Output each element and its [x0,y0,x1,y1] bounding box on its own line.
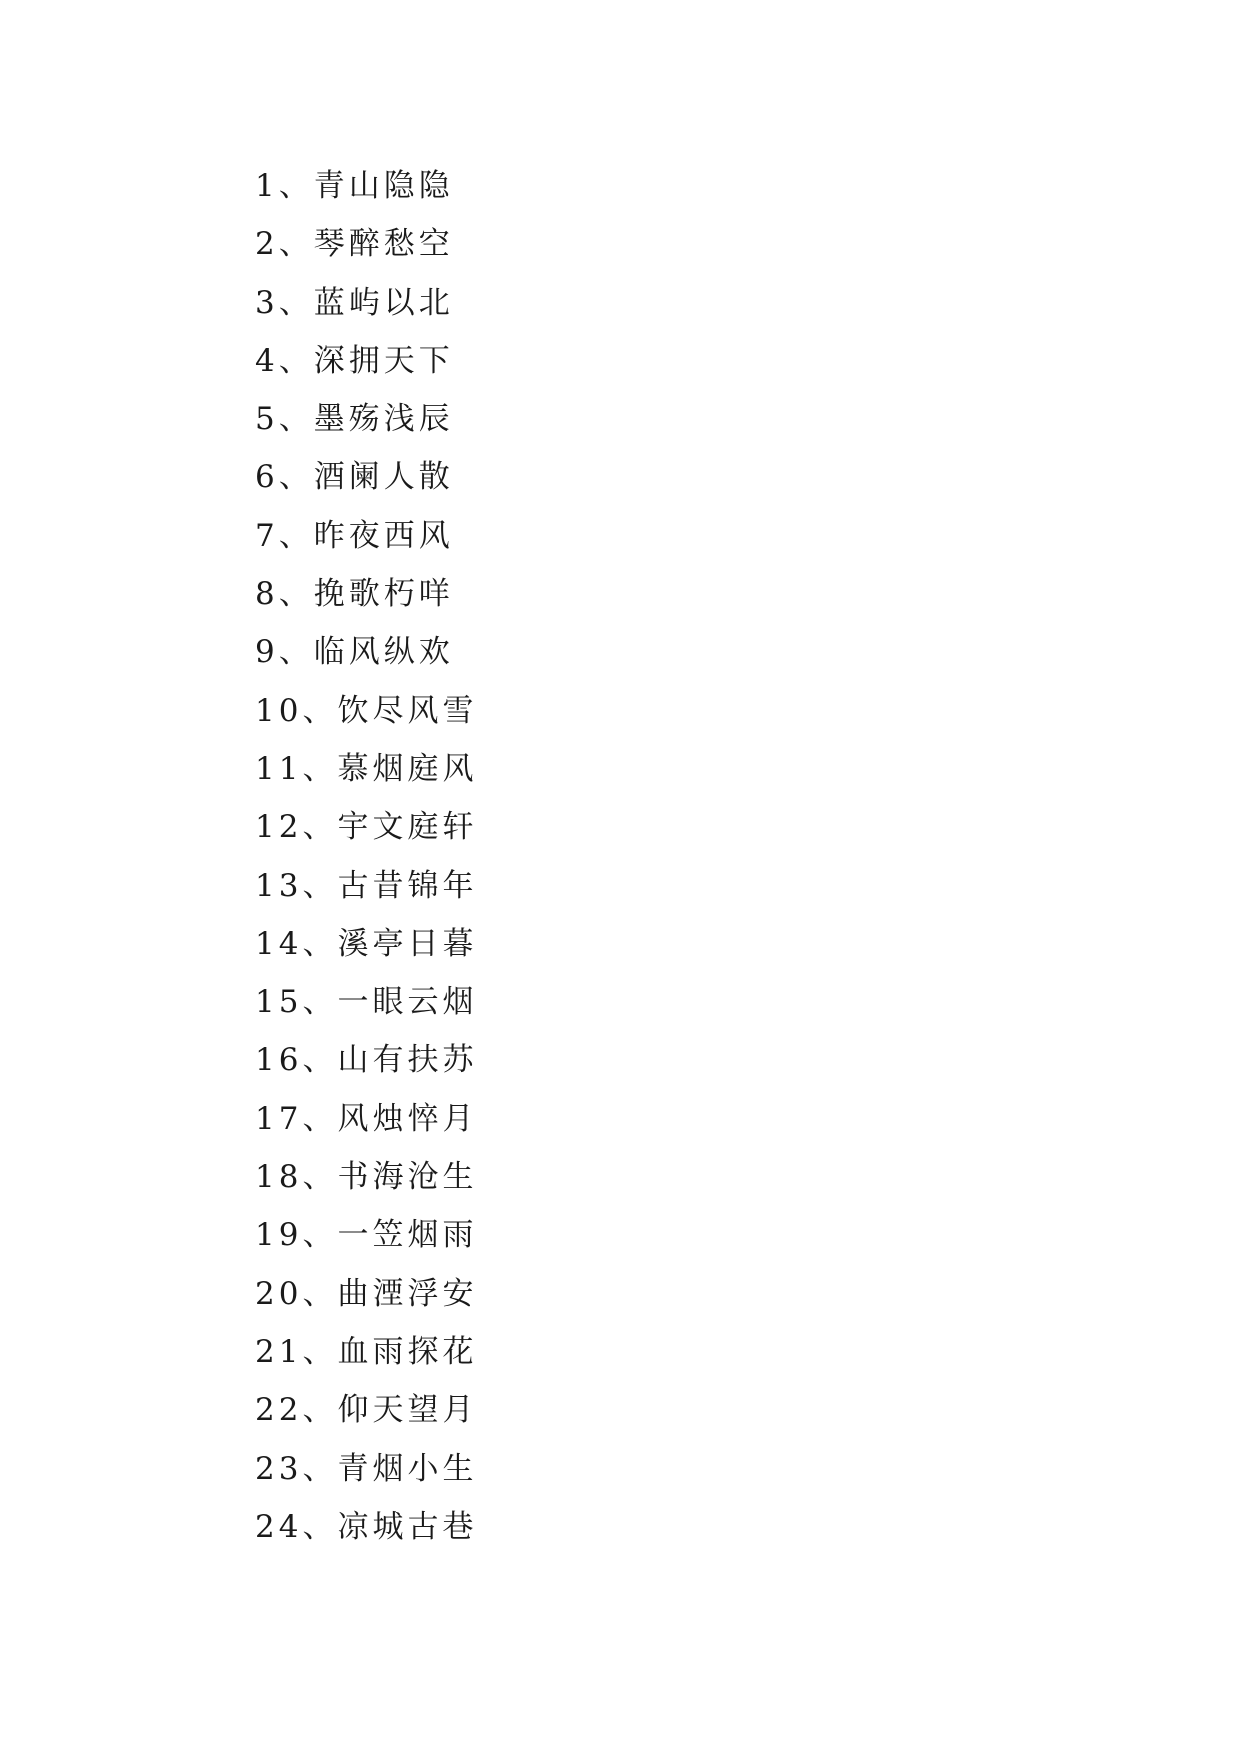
list-item: 9、临风纵欢 [255,634,454,671]
list-item: 3、蓝屿以北 [255,284,454,321]
list-item: 13、古昔锦年 [255,867,478,904]
list-item: 2、琴醉愁空 [255,226,454,263]
list-item: 18、书海沧生 [255,1159,478,1196]
list-item: 20、曲湮浮安 [255,1275,478,1312]
list-item: 8、挽歌朽咩 [255,576,454,613]
list-item: 1、青山隐隐 [255,168,454,204]
list-item: 7、昨夜西风 [255,517,454,554]
list-item: 17、风烛悴月 [255,1100,478,1137]
name-list [255,157,477,1556]
list-item: 5、墨殇浅辰 [255,401,454,438]
list-item: 4、深拥天下 [255,342,454,379]
list-item: 14、溪亭日暮 [255,925,478,962]
list-item: 11、慕烟庭风 [255,750,478,787]
list-item: 22、仰天望月 [255,1392,478,1429]
list-item: 15、一眼云烟 [255,984,478,1021]
list-item: 10、饮尽风雪 [255,692,478,729]
list-item: 16、山有扶苏 [255,1042,478,1079]
list-item: 12、宇文庭轩 [255,809,478,846]
list-item: 19、一笠烟雨 [255,1217,478,1254]
list-item: 23、青烟小生 [255,1450,478,1487]
list-item: 6、酒阑人散 [255,459,454,496]
list-item: 21、血雨探花 [255,1333,478,1370]
list-item: 24、凉城古巷 [255,1508,478,1545]
